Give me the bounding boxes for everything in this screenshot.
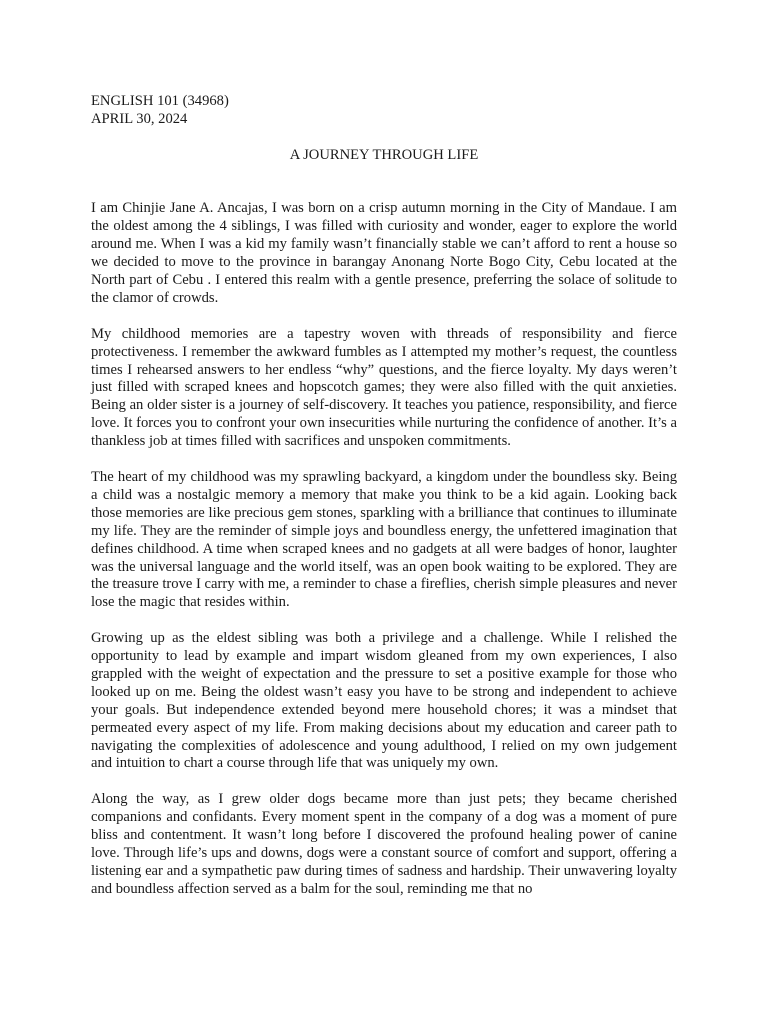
paragraph: My childhood memories are a tapestry woven with threads of responsibility and fierce protectiveness. I remember the awkward fumbles as I attempted my mother’s request, the countless times I rehearsed answers to her endless “why” questions, and the fierce loyalty. My days weren’t just filled with scraped knees and hopscotch games; they were also filled with the quit anxieties. Being an older sister is a journey of self-discovery. It teaches you patience, responsibility, and fierce love. It forces you to confront your own insecurities while nurturing the confidence of another. It’s a thankless job at times filled with sacrifices and unspoken commitments.	[91, 325, 677, 450]
date-line: APRIL 30, 2024	[91, 110, 188, 127]
paragraph: I am Chinjie Jane A. Ancajas, I was born on a crisp autumn morning in the City of Mandaue. I am the oldest among the 4 siblings, I was filled with curiosity and wonder, eager to explore the world around me. When I was a kid my family wasn’t financially stable we can’t afford to rent a house so we decided to move to the province in barangay Anonang Norte Bogo City, Cebu located at the North part of Cebu . I entered this realm with a gentle presence, preferring the solace of solitude to the clamor of crowds.	[91, 200, 677, 306]
paragraph: The heart of my childhood was my sprawling backyard, a kingdom under the boundless sky. Being a child was a nostalgic memory a memory that make you think to be a kid again. Looking back those memories are like precious gem stones, sparkling with a brilliance that continues to illuminate my life. They are the reminder of simple joys and boundless energy, the unfettered imagination that defines childhood. A time when scraped knees and no gadgets at all were badges of honor, laughter was the universal language and the world itself, was an open book waiting to be explored. They are the treasure trove I carry with me, a reminder to chase a fireflies, cherish simple pleasures and never lose the magic that resides within.	[91, 468, 677, 611]
paragraph: Growing up as the eldest sibling was both a privilege and a challenge. While I relished the opportunity to lead by example and impart wisdom gleaned from my own experiences, I also grappled with the weight of expectation and the pressure to set a positive example for those who looked up on me. Being the oldest wasn’t easy you have to be strong and independent to achieve your goals. But independence extended beyond mere household chores; it was a mindset that permeated every aspect of my life. From making decisions about my education and career path to navigating the complexities of adolescence and young adulthood, I relied on my own judgement and intuition to chart a course through life that was uniquely my own.	[91, 630, 677, 772]
course-line: ENGLISH 101 (34968)	[91, 93, 229, 109]
paragraph: Along the way, as I grew older dogs became more than just pets; they became cherished companions and confidants. Every moment spent in the company of a dog was a moment of pure bliss and contentment. It wasn’t long before I discovered the profound healing power of canine love. Through life’s ups and downs, dogs were a constant source of comfort and support, offering a listening ear and a sympathetic paw during times of sadness and hardship. Their unwavering loyalty and boundless affection served as a balm for the soul, reminding me that no	[91, 791, 677, 897]
document-body	[91, 93, 677, 899]
essay-title: A JOURNEY THROUGH LIFE	[289, 146, 479, 163]
